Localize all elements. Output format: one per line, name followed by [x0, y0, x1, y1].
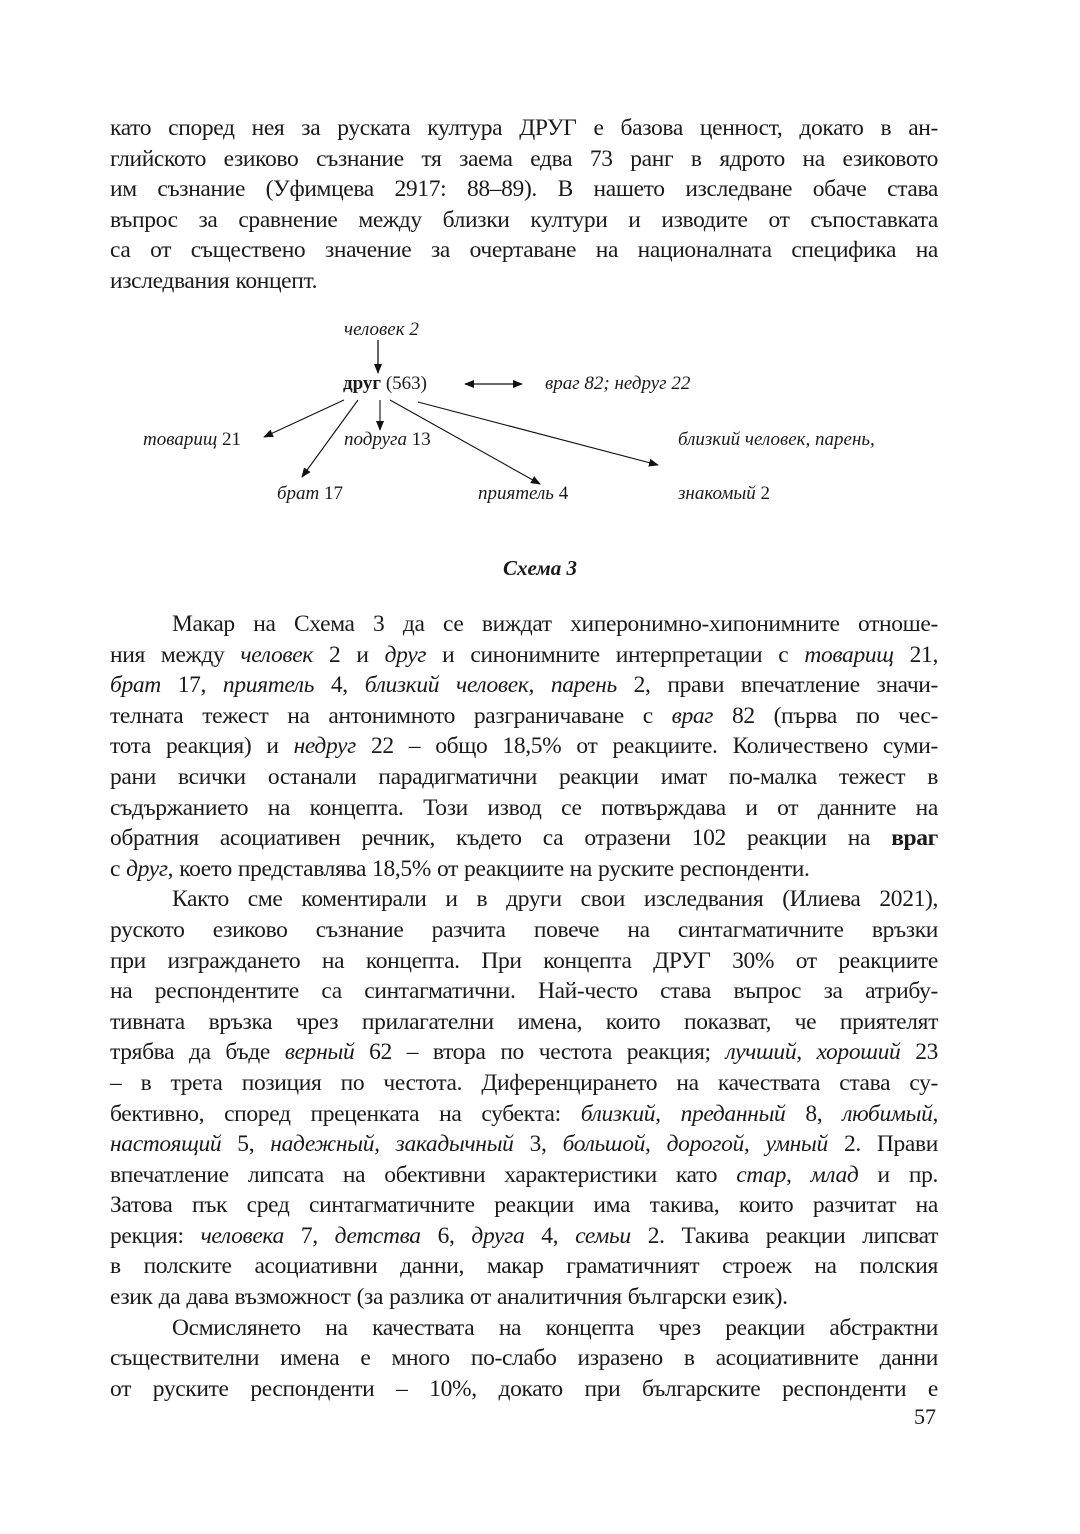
node-znakomyy: знакомый 2 — [678, 483, 771, 504]
text-line: руското езиково съзнание разчита повече на синтагматичните връзки — [110, 916, 938, 943]
text-line: тивната връзка чрез прилагателни имена, които показват, че приятелят — [110, 1008, 938, 1035]
text-line: бективно, според преценката на субекта: близкий, преданный 8, любимый, — [110, 1100, 939, 1127]
text-line: телната тежест на антонимното разграничаване с враг 82 (първа по чес- — [110, 702, 938, 729]
association-diagram — [0, 300, 1080, 530]
text-line: в полските асоциативни данни, макар граматичният строеж на полския — [110, 1253, 938, 1280]
text-line: като според нея за руската култура ДРУГ е базова ценност, докато в ан- — [110, 115, 938, 141]
text-line: рекция: человека 7, детства 6, друга 4, семьи 2. Такива реакции липсват — [110, 1222, 938, 1249]
text-line: на респондентите са синтагматични. Най-често става въпрос за атрибу- — [110, 978, 938, 1005]
text-line: настоящий 5, надежный, закадычный 3, большой, дорогой, умный 2. Прави — [110, 1131, 938, 1158]
node-brat: брат 17 — [277, 483, 344, 504]
page-number: 57 — [914, 1404, 936, 1429]
diagram-caption: Схема 3 — [503, 556, 577, 580]
text-line: изследвания концепт. — [110, 267, 318, 294]
text-line: от руските респонденти – 10%, докато при българските респонденти е — [110, 1375, 938, 1402]
text-line: трябва да бъде верный 62 – втора по честота реакция; лучший, хороший 23 — [110, 1039, 939, 1066]
text-line: Макар на Схема 3 да се виждат хиперонимно-хипонимните отноше- — [172, 611, 938, 637]
text-line: съдържанието на концепта. Този извод се потвърждава и от данните на — [110, 794, 938, 821]
text-line: ния между человек 2 и друг и синонимните интерпретации с товарищ 21, — [110, 641, 938, 668]
text-line: – в трета позиция по честота. Диференцирането на качествата става су- — [110, 1069, 938, 1096]
text-line: език да дава възможност (за разлика от аналитичния български език). — [110, 1284, 788, 1311]
text-line: са от съществено значение за очертаване на националната специфика на — [110, 237, 938, 264]
body-text — [110, 609, 938, 1404]
text-line: им съзнание (Уфимцева 2917: 88–89). В нашето изследване обаче става — [110, 176, 938, 203]
arrow-to-blizkiy — [418, 402, 658, 465]
text-line: с друг, което представлява 18,5% от реакциите на руските респонденти. — [110, 855, 810, 882]
text-line: тота реакция) и недруг 22 – общо 18,5% от реакциите. Количествено суми- — [110, 733, 938, 760]
node-podruga: подруга 13 — [344, 429, 431, 450]
text-line: глийското езиково съзнание тя заема едва 73 ранг в ядрото на езиковото — [110, 145, 938, 172]
text-line: впечатление липсата на обективни характеристики като стар, млад и пр. — [110, 1161, 938, 1188]
text-line: съществителни имена е много по-слабо изразено в асоциативните данни — [110, 1345, 938, 1372]
text-line: въпрос за сравнение между близки култури и изводите от съпоставката — [110, 206, 938, 233]
text-line: Затова пък сред синтагматичните реакции има такива, които разчитат на — [110, 1192, 938, 1219]
node-antonyms: враг 82; недруг 22 — [545, 373, 691, 394]
paragraph-intro — [110, 113, 938, 297]
text-line: рани всички останали парадигматични реакции имат по-малка тежест в — [110, 763, 938, 790]
text-line: Както сме коментирали и в други свои изследвания (Илиева 2021), — [172, 886, 938, 913]
node-blizkiy: близкий человек, парень, — [678, 429, 875, 450]
text-line: при изграждането на концепта. При концепта ДРУГ 30% от реакциите — [110, 947, 938, 974]
text-line: обратния асоциативен речник, където са отразени 102 реакции на враг — [110, 825, 938, 852]
node-center: друг (563) — [343, 373, 427, 394]
arrow-to-tovarishch — [264, 400, 344, 437]
node-tovarishch: товарищ 21 — [143, 429, 241, 450]
node-hypernym: человек 2 — [344, 319, 419, 340]
text-line: брат 17, приятель 4, близкий человек, парень 2, прави впечатление значи- — [110, 672, 938, 699]
node-priyatel: приятель 4 — [478, 483, 569, 504]
text-line: Осмислянето на качествата на концепта чрез реакции абстрактни — [172, 1314, 938, 1341]
